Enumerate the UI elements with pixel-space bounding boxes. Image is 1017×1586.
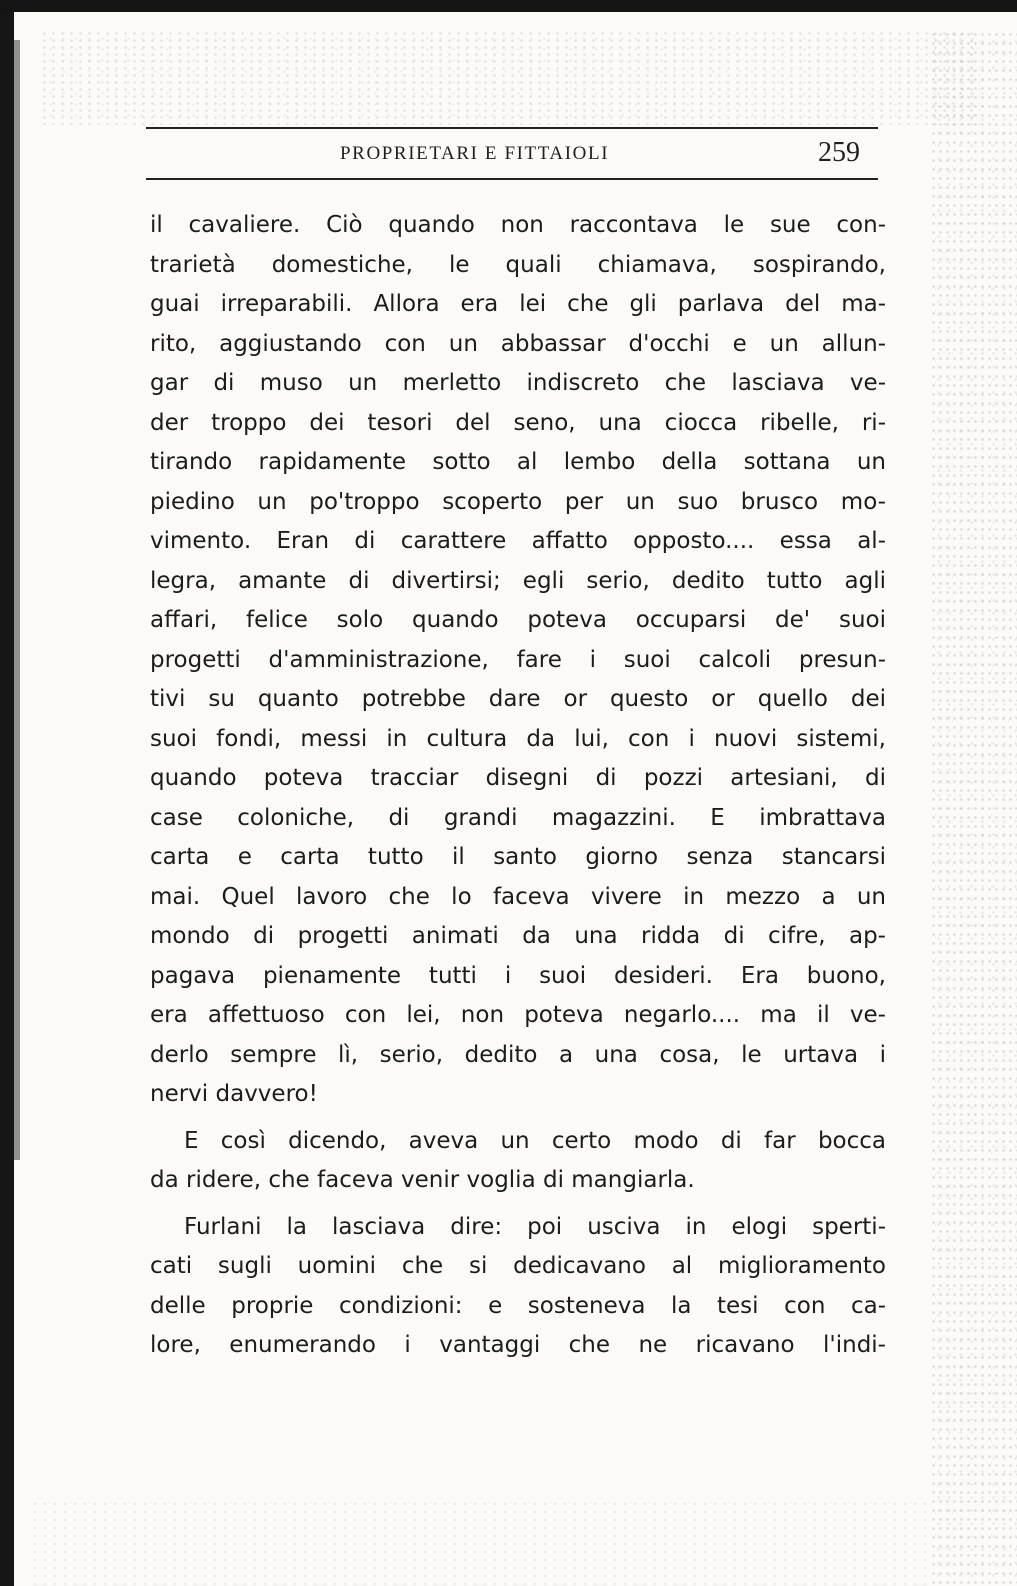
text-line: da ridere, che faceva venir voglia di mangiarla. bbox=[150, 1167, 695, 1193]
paragraph-1 bbox=[150, 206, 886, 1115]
text-line: lore, enumerando i vantaggi che ne ricavano l'indi- bbox=[150, 1332, 886, 1358]
text-line: E così dicendo, aveva un certo modo di far bocca bbox=[184, 1127, 886, 1154]
text-line: delle proprie condizioni: e sosteneva la tesi con ca- bbox=[150, 1292, 886, 1319]
running-title: PROPRIETARI E FITTAIOLI bbox=[340, 143, 610, 164]
text-line: guai irreparabili. Allora era lei che gli parlava del ma- bbox=[150, 291, 886, 317]
text-line: piedino un po'troppo scoperto per un suo brusco mo- bbox=[150, 488, 886, 515]
text-line: progetti d'amministrazione, fare i suoi calcoli presun- bbox=[150, 646, 886, 673]
scan-noise-bottom bbox=[30, 1500, 930, 1586]
paragraph-gap bbox=[150, 1115, 886, 1122]
paragraph-2 bbox=[150, 1122, 886, 1201]
text-line: legra, amante di divertirsi; egli serio, dedito tutto agli bbox=[150, 567, 886, 594]
header-rule-bottom bbox=[146, 178, 878, 180]
body-text bbox=[150, 206, 886, 1366]
text-line: trarietà domestiche, le quali chiamava, sospirando, bbox=[150, 251, 886, 278]
text-line: suoi fondi, messi in cultura da lui, con i nuovi sistemi, bbox=[150, 725, 886, 752]
paragraph-3 bbox=[150, 1208, 886, 1366]
text-line: il cavaliere. Ciò quando non raccontava le sue con- bbox=[150, 212, 886, 238]
text-line: tirando rapidamente sotto al lembo della sottana un bbox=[150, 449, 886, 475]
scan-left-spine bbox=[0, 12, 14, 1586]
text-line: Furlani la lasciava dire: poi usciva in elogi sperti- bbox=[184, 1213, 886, 1240]
paragraph-gap bbox=[150, 1201, 886, 1208]
scan-noise-right bbox=[930, 30, 1017, 1586]
header-rule-top bbox=[146, 127, 878, 129]
text-line: era affettuoso con lei, non poteva negarlo.... ma il ve- bbox=[150, 1002, 886, 1028]
text-line: pagava pienamente tutti i suoi desideri. Era buono, bbox=[150, 962, 886, 989]
text-line: quando poteva tracciar disegni di pozzi artesiani, di bbox=[150, 765, 886, 791]
text-line: nervi davvero! bbox=[150, 1081, 318, 1107]
scan-noise-top bbox=[40, 30, 980, 125]
text-line: mai. Quel lavoro che lo faceva vivere in mezzo a un bbox=[150, 883, 886, 910]
scan-top-border bbox=[0, 0, 1017, 12]
text-line: mondo di progetti animati da una ridda di cifre, ap- bbox=[150, 923, 886, 949]
text-line: vimento. Eran di carattere affatto opposto.... essa al- bbox=[150, 528, 886, 554]
text-line: affari, felice solo quando poteva occuparsi de' suoi bbox=[150, 607, 886, 633]
text-line: gar di muso un merletto indiscreto che lasciava ve- bbox=[150, 370, 886, 396]
text-line: cati sugli uomini che si dedicavano al miglioramento bbox=[150, 1253, 886, 1279]
running-head bbox=[146, 137, 878, 174]
text-line: tivi su quanto potrebbe dare or questo or quello dei bbox=[150, 686, 886, 712]
text-line: der troppo dei tesori del seno, una ciocca ribelle, ri- bbox=[150, 409, 886, 436]
text-line: carta e carta tutto il santo giorno senza stancarsi bbox=[150, 844, 886, 870]
scan-spine-shadow bbox=[14, 40, 20, 1160]
text-line: rito, aggiustando con un abbassar d'occhi e un allun- bbox=[150, 330, 886, 357]
text-line: derlo sempre lì, serio, dedito a una cosa, le urtava i bbox=[150, 1041, 886, 1068]
text-line: case coloniche, di grandi magazzini. E imbrattava bbox=[150, 804, 886, 831]
page-number: 259 bbox=[818, 137, 860, 168]
